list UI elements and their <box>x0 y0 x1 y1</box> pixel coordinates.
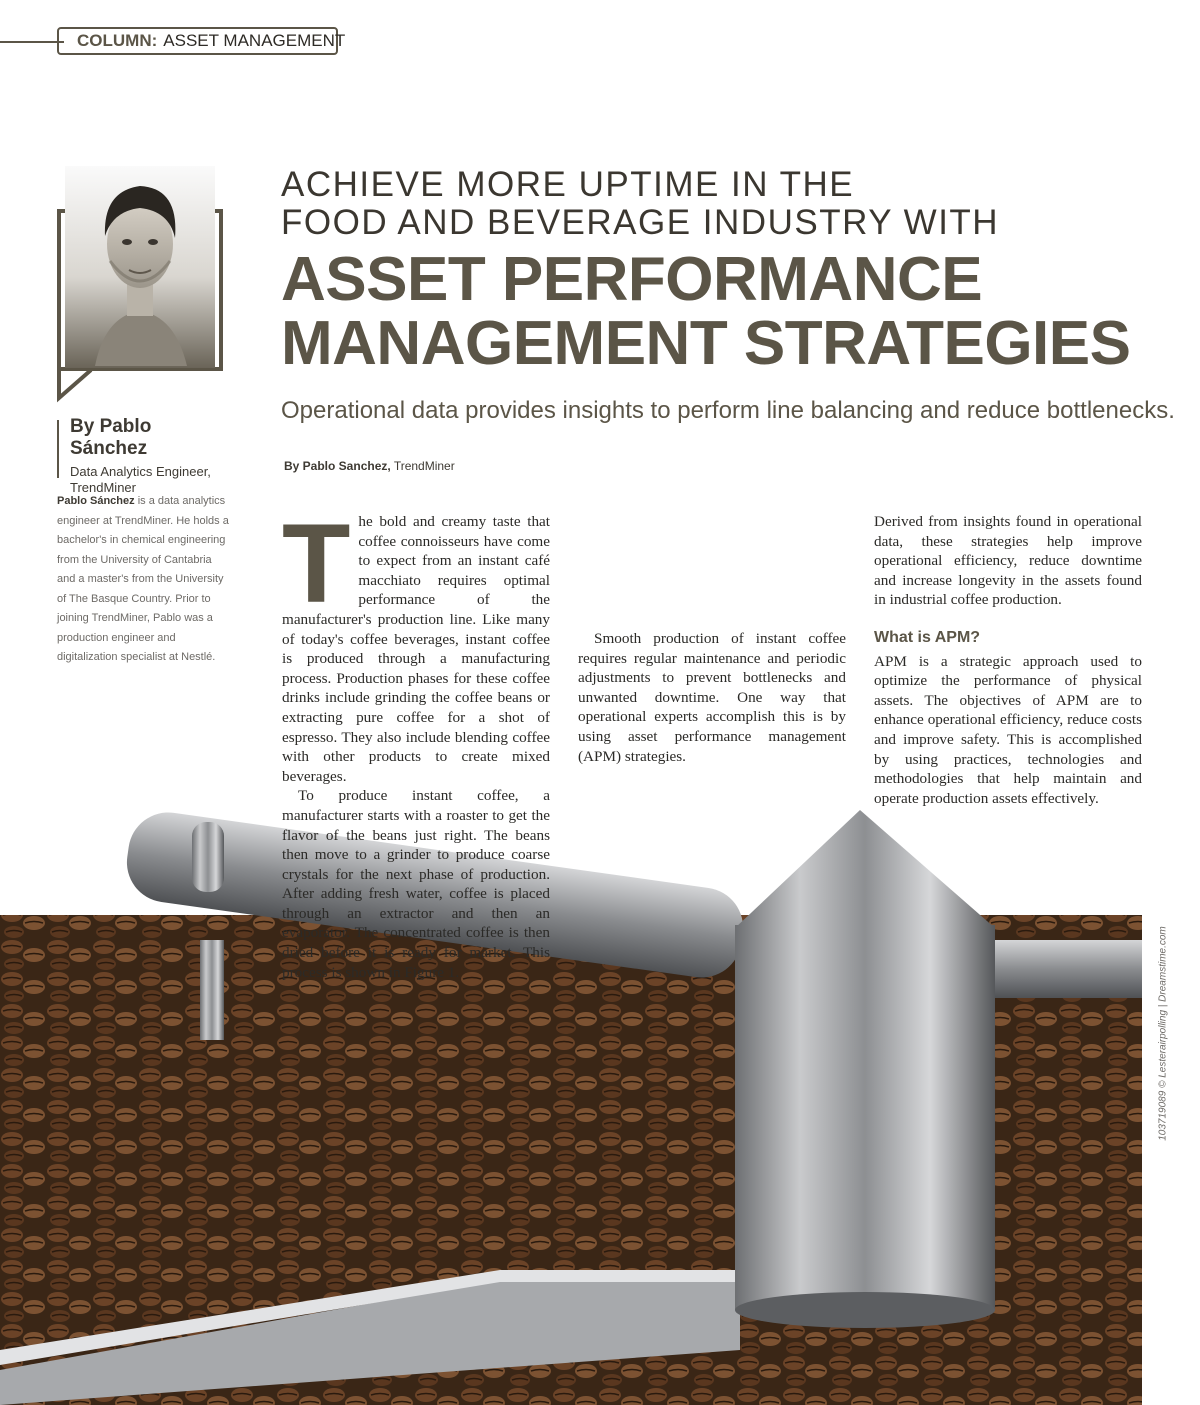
bio-text: is a data analytics engineer at TrendMiner. He holds a bachelor's in chemical engineering from the University of Cantabria and a master's from the University of The Basque Country. Prior to joining TrendMiner, Pablo was a production engineer and digitalization specialist at Nestlé. <box>57 495 229 663</box>
body-column-2 <box>578 512 846 842</box>
byline-name: By Pablo Sanchez, <box>284 459 391 473</box>
column-keyword: COLUMN: <box>77 31 158 50</box>
headline-bold-1: ASSET PERFORMANCE <box>281 245 983 314</box>
paragraph-2: To produce instant coffee, a manufacturer starts with a roaster to get the flavor of the beans just right. The beans then move to a grinder to produce coarse crystals for the next phase of production. After adding fresh water, coffee is placed through an extractor and then an evaporator. The concentrated coffee is then dried before it is ready for market. This process is shown in Figure 1. <box>282 787 550 981</box>
headline-light-2: FOOD AND BEVERAGE INDUSTRY WITH <box>281 203 1000 242</box>
coffee-roaster-photo <box>0 810 1142 1405</box>
header-rule <box>0 41 64 43</box>
headline-light-1: ACHIEVE MORE UPTIME IN THE <box>281 165 855 204</box>
article-byline <box>284 459 455 473</box>
subhead-what-is-apm: What is APM? <box>874 628 981 646</box>
paragraph-1: he bold and creamy taste that coffee connoisseurs have come to expect from an instant café macchiato requires optimal performance of the manufacturer's production line. Like many of today's coffee beverages, instant coffee is produced through a manufacturing process. Production phases for these coffee drinks include grinding the coffee beans or extracting pure coffee for a shot of espresso. They also include blending coffee with other products to create mixed beverages. <box>282 513 550 785</box>
column-topic: ASSET MANAGEMENT <box>163 31 346 50</box>
body-column-3 <box>874 512 1142 842</box>
headline-bold-2: MANAGEMENT STRATEGIES <box>281 309 1131 378</box>
byline-rule <box>57 420 59 478</box>
drop-cap: T <box>282 501 351 626</box>
paragraph-5: APM is a strategic approach used to optimize the performance of physical assets. The objectives of APM are to enhance operational efficiency, reduce costs and improve safety. This is accomplished by using practices, technologies and methodologies that help maintain and operate production assets effectively. <box>874 652 1142 807</box>
author-title-1: Data Analytics Engineer, <box>70 464 211 479</box>
byline-org: TrendMiner <box>390 459 455 473</box>
headline <box>281 166 1161 376</box>
author-title-2: TrendMiner <box>70 480 136 495</box>
paragraph-3: Smooth production of instant coffee requires regular maintenance and periodic adjustments to prevent bottlenecks and unwanted downtime. One way that operational experts accomplish this is by using asset performance management (APM) strategies. <box>578 630 846 765</box>
column-tag <box>57 27 346 55</box>
author-portrait <box>57 166 225 401</box>
bio-name: Pablo Sánchez <box>57 495 135 507</box>
photo-credit <box>1143 920 1169 1150</box>
paragraph-4: Derived from insights found in operational data, these strategies help improve operational efficiency, reduce downtime and increase longevity in the assets found in industrial coffee production. <box>874 513 1142 609</box>
author-byline <box>57 416 227 496</box>
author-name: By Pablo Sánchez <box>70 416 152 459</box>
speech-tail-icon <box>57 364 117 400</box>
body-column-1 <box>282 501 550 981</box>
author-photo <box>65 166 215 368</box>
author-bio <box>57 492 229 668</box>
dek: Operational data provides insights to perform line balancing and reduce bottlenecks. <box>281 397 1175 424</box>
photo-credit-text: 103719089 © Lesterairpolling | Dreamstime.com <box>1157 926 1169 1141</box>
